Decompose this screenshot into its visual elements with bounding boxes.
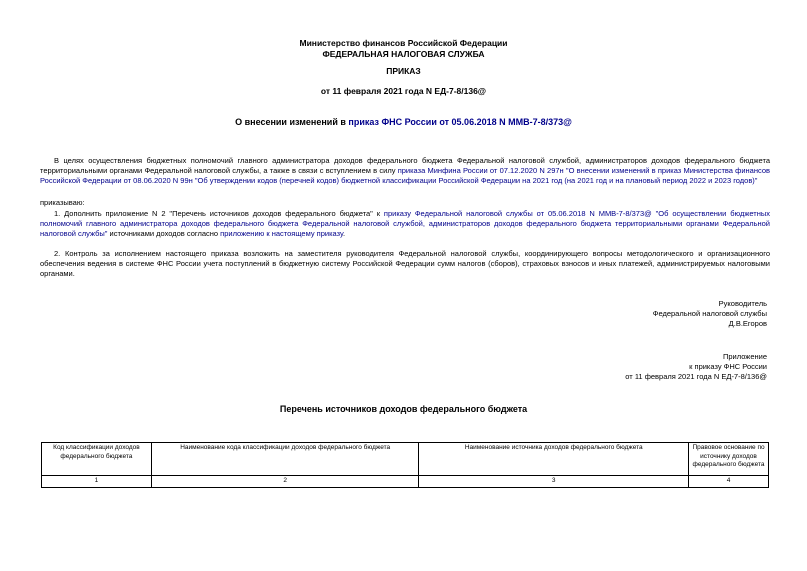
appendix-date-number: от 11 февраля 2021 года N ЕД-7-8/136@ [625, 372, 767, 381]
header-cell-code-name: Наименование кода классификации доходов федерального бюджета [151, 443, 419, 476]
column-number-cell: 1 [42, 476, 152, 488]
paragraph-item-2: 2. Контроль за исполнением настоящего приказа возложить на заместителя руководителя Федеральной налоговой службы, координирующего вопросы методологического и организационного обеспечения ведения в системе ФНС России учета поступлений в бюджетную систему Российской Федерации сумм налогов (сборов), страховых взносов и иных платежей, администрируемых налоговыми органами. [40, 249, 770, 278]
column-number-cell: 4 [689, 476, 769, 488]
table-row [42, 476, 769, 488]
ministry-name: Министерство финансов Российской Федерации [299, 38, 508, 48]
document-subject [0, 117, 807, 128]
minfin-order-link[interactable]: приказа Минфина России от 07.12.2020 N 297н "О внесении изменений в приказ Министерства финансов Российской Федерации от 08.06.2020 N 99н "Об утверждении кодов (перечней кодов) бюджетной классификации Российской Федерации на 2021 год (на 2021 год и на плановый период 2022 и 2023 годов)" [40, 166, 770, 185]
appendix-label: Приложение [723, 352, 767, 361]
item-1-text-start: 1. Дополнить приложение N 2 "Перечень источников доходов федерального бюджета" к [54, 209, 384, 218]
paragraph-preamble [40, 156, 770, 186]
document-date-number: от 11 февраля 2021 года N ЕД-7-8/136@ [320, 86, 487, 96]
appendix-reference: к приказу ФНС России [689, 362, 767, 371]
subject-order-link[interactable]: приказ ФНС России от 05.06.2018 N ММВ-7-8/373@ [348, 117, 572, 127]
appendix-block [625, 352, 767, 382]
revenue-sources-table [41, 442, 769, 488]
appendix-link[interactable]: приложению к настоящему приказу [220, 229, 343, 238]
subject-prefix: О внесении изменений в [235, 117, 349, 127]
column-number-cell: 3 [419, 476, 689, 488]
header-cell-legal-basis: Правовое основание по источнику доходов федерального бюджета [689, 443, 769, 476]
table-header-row [42, 443, 769, 476]
signature-name: Д.В.Егоров [728, 319, 767, 328]
signature-block [653, 299, 767, 329]
header-cell-source-name: Наименование источника доходов федерального бюджета [419, 443, 689, 476]
item-1-text-middle: источниками доходов согласно [107, 229, 221, 238]
signature-organization: Федеральной налоговой службы [652, 309, 767, 318]
preamble-text: В целях осуществления бюджетных полномочий главного администратора доходов федерального бюджета Федеральной налоговой службой, администраторов доходов федерального бюджета территориальными органами Федеральной налоговой службы, а также в связи с вступлением в силу [40, 156, 770, 175]
signature-title: Руководитель [718, 299, 767, 308]
table-title: Перечень источников доходов федерального бюджета [279, 404, 528, 414]
paragraph-item-1 [40, 209, 770, 239]
service-name: ФЕДЕРАЛЬНАЯ НАЛОГОВАЯ СЛУЖБА [322, 49, 485, 59]
column-number-cell: 2 [151, 476, 419, 488]
header-cell-code: Код классификации доходов федерального бюджета [42, 443, 152, 476]
paragraph-order-word: приказываю: [40, 198, 85, 207]
item-1-text-end: . [343, 229, 346, 238]
fns-order-link[interactable]: приказу Федеральной налоговой службы от 05.06.2018 N ММВ-7-8/373@ "Об осуществлении бюджетных полномочий главного администратора доходов федерального бюджета Федеральной налоговой службой, администраторов доходов федерального бюджета территориальными органами Федеральной налоговой службы" [40, 209, 770, 238]
document-type: ПРИКАЗ [386, 66, 421, 76]
